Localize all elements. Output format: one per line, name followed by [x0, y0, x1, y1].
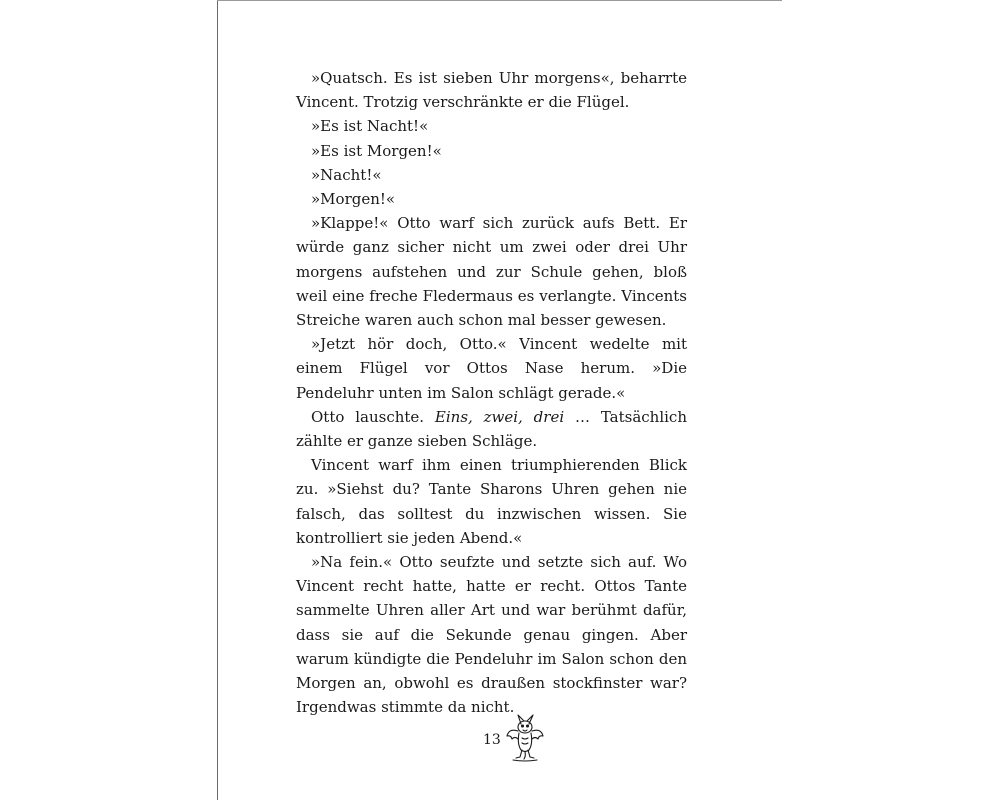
paragraph-text-before: Otto lauschte. [311, 407, 435, 426]
bat-character-drawing-icon [505, 712, 545, 764]
paragraph-text: »Es ist Morgen!« [311, 141, 442, 160]
page-number: 13 [483, 732, 501, 748]
paragraph-1 [296, 66, 687, 114]
paragraph-9 [296, 453, 687, 550]
paragraph-5 [296, 187, 687, 211]
paragraph-text: »Na fein.« Otto seufzte und setzte sich auf. Wo Vincent recht hatte, hatte er recht. Ottos Tante sammelte Uhren aller Art und war berühmt dafür, dass sie auf die Sekunde genau gingen. Aber warum kündigte die Pendeluhr im Salon schon den Morgen an, obwohl es draußen stockfinster war? Irgendwas stimmte da nicht. [296, 553, 687, 717]
body-text [296, 66, 687, 719]
paragraph-3 [296, 139, 687, 163]
paragraph-text: »Es ist Nacht!« [311, 117, 429, 136]
paragraph-8 [296, 405, 687, 453]
paragraph-text-italic: Eins, zwei, drei [434, 407, 565, 426]
paragraph-text: »Quatsch. Es ist sieben Uhr morgens«, beharrte Vincent. Trotzig verschränkte er die Flügel. [296, 69, 687, 112]
paragraph-text-after: … Tatsächlich zählte er ganze sieben Schläge. [296, 407, 687, 451]
page-top-edge-line [217, 0, 782, 1]
paragraph-text: »Nacht!« [311, 165, 382, 184]
paragraph-10 [296, 550, 687, 719]
paragraph-text: Vincent warf ihm einen triumphierenden Blick zu. »Siehst du? Tante Sharons Uhren gehen nie falsch, das solltest du inzwischen wissen. Sie kontrolliert sie jeden Abend.« [296, 456, 687, 547]
paragraph-text: »Morgen!« [311, 190, 396, 209]
paragraph-2 [296, 114, 687, 138]
paragraph-4 [296, 163, 687, 187]
paragraph-text: »Jetzt hör doch, Otto.« Vincent wedelte mit einem Flügel vor Ottos Nase herum. »Die Pendeluhr unten im Salon schlägt gerade.« [296, 335, 687, 402]
page-left-edge-line [217, 0, 218, 800]
paragraph-7 [296, 332, 687, 405]
paragraph-text: »Klappe!« Otto warf sich zurück aufs Bett. Er würde ganz sicher nicht um zwei oder drei Uhr morgens aufstehen und zur Schule gehen, bloß weil eine freche Fledermaus es verlangte. Vincents Streiche waren auch schon mal besser gewesen. [296, 214, 687, 330]
paragraph-6 [296, 211, 687, 332]
